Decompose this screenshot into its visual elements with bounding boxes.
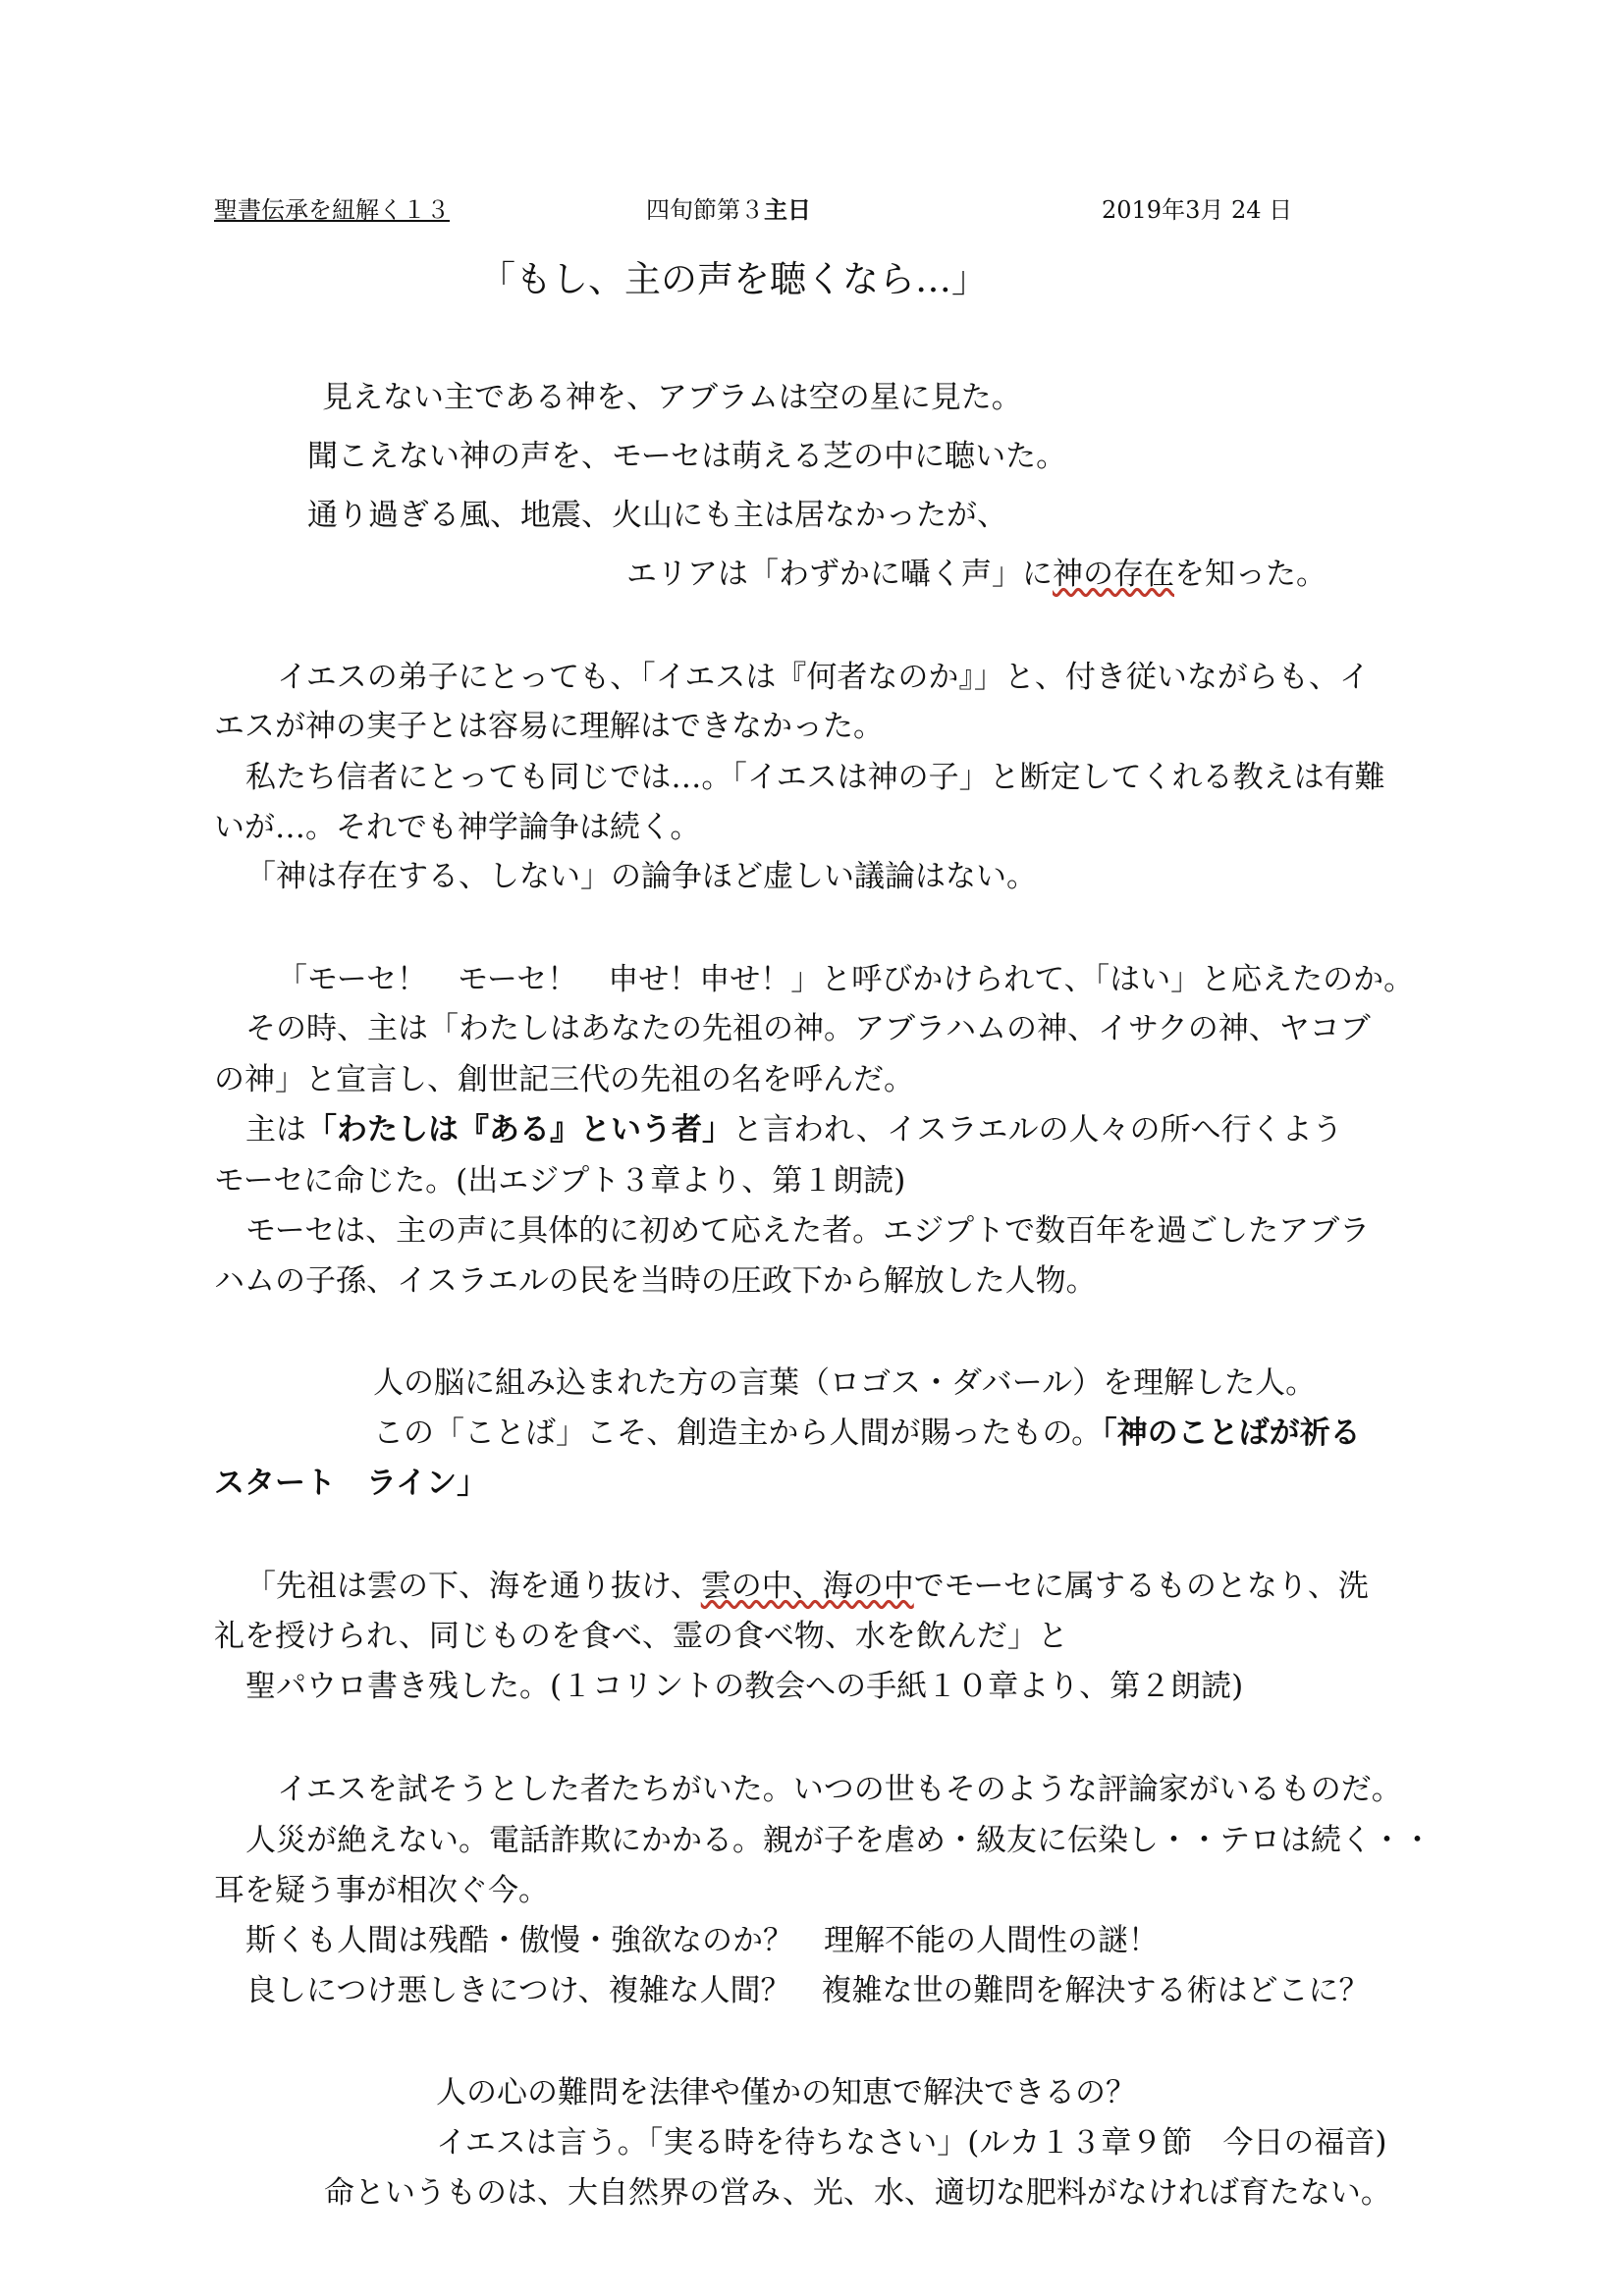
p2-line-4-emphasis: 「わたしは『ある』という者」 [306,1112,732,1148]
poem-line-4 [626,555,1326,594]
p5-line-2: 人災が絶えない。電話詐欺にかかる。親が子を虐め・級友に伝染し・・テロは続く・・ [245,1823,1433,1858]
p3-line-3: スタート ライン」 [214,1466,488,1501]
poem-line-4-end: を知った。 [1174,557,1326,592]
series-title: 聖書伝承を紐解く１３ [214,196,450,224]
p3-line-2-emphasis: 「神のことばが祈る [1102,1415,1361,1451]
p2-line-7: ハムの子孫、イスラエルの民を当時の圧政下から解放した人物。 [214,1263,1097,1299]
p2-line-3: の神」と宣言し、創世記三代の先祖の名を呼んだ。 [214,1062,914,1097]
p1-line-4: いが…。それでも神学論争は続く。 [214,810,701,845]
poem-line-3: 通り過ぎる風、地震、火山にも主は居なかったが、 [307,498,1007,533]
liturgical-season [646,194,811,226]
p4-line-1-start: 「先祖は雲の下、海を通り抜け、 [245,1569,701,1604]
season-name: 四旬節第３ [646,196,764,224]
p1-line-1: イエスの弟子にとっても、「イエスは『何者なのか』」と、付き従いながらも、イ [277,660,1370,695]
p1-line-5: 「神は存在する、しない」の論争ほど虚しい議論はない。 [245,859,1037,894]
p2-line-6: モーセは、主の声に具体的に初めて応えた者。エジプトで数百年を過ごしたアブラ [245,1213,1371,1249]
p5-line-5: 良しにつけ悪しきにつけ、複雑な人間？ 複雑な世の難問を解決する術はどこに？ [245,1973,1370,2008]
p2-line-5: モーセに命じた。(出エジプト３章より、第１朗読) [214,1163,906,1199]
p5-line-3: 耳を疑う事が相次ぐ今。 [214,1873,549,1908]
poem-line-2: 聞こえない神の声を、モーセは萌える芝の中に聴いた。 [307,439,1067,474]
p6-line-2: イエスは言う。「実る時を待ちなさい」(ルカ１３章９節 今日の福音) [436,2125,1387,2161]
poem-line-4-emphasis: 神の存在 [1053,557,1174,592]
p6-line-1: 人の心の難問を法律や僅かの知恵で解決できるの？ [436,2075,1136,2110]
p2-line-4-start: 主は [245,1112,306,1148]
p4-line-2: 礼を授けられ、同じものを食べ、霊の食べ物、水を飲んだ」と [214,1619,1068,1654]
p6-line-3: 命というものは、大自然界の営み、光、水、適切な肥料がなければ育たない。 [324,2175,1391,2211]
poem-line-4-start: エリアは「わずかに囁く声」に [626,557,1053,592]
p4-line-1-end: でモーセに属するものとなり、洗 [913,1569,1369,1604]
p1-line-3: 私たち信者にとっても同じでは…。「イエスは神の子」と断定してくれる教えは有難 [245,760,1385,795]
p1-line-2: エスが神の実子とは容易に理解はできなかった。 [214,709,884,744]
p4-line-3: 聖パウロ書き残した。(１コリントの教会への手紙１０章より、第２朗読) [245,1669,1244,1704]
p5-line-1: イエスを試そうとした者たちがいた。いつの世もそのような評論家がいるものだ。 [277,1772,1402,1807]
p4-line-1 [245,1567,1369,1606]
p3-line-2 [373,1414,1361,1453]
p3-line-2-start: この「ことば」こそ、創造主から人間が賜ったもの。 [373,1415,1103,1451]
season-sunday: 主日 [764,195,811,224]
p2-line-2: その時、主は「わたしはあなたの先祖の神。アブラハムの神、イサクの神、ヤコブ [245,1011,1371,1046]
p2-line-1: 「モーセ！ モーセ！ 申せ！申せ！」と呼びかけられて、「はい」と応えたのか。 [277,962,1415,997]
p2-line-4-end: と言われ、イスラエルの人々の所へ行くよう [732,1112,1343,1148]
p4-line-1-emphasis: 雲の中、海の中 [700,1569,914,1604]
p5-line-4: 斯くも人間は残酷・傲慢・強欲なのか？ 理解不能の人間性の謎！ [245,1923,1159,1958]
page-title: 「もし、主の声を聴くなら…」 [479,258,988,300]
p2-line-4 [245,1110,1343,1149]
p3-line-1: 人の脳に組み込まれた方の言葉（ロゴス・ダバール）を理解した人。 [373,1365,1317,1401]
poem-line-1: 見えない主である神を、アブラムは空の星に見た。 [322,380,1022,415]
document-date: 2019年3月 24 日 [1102,196,1293,224]
